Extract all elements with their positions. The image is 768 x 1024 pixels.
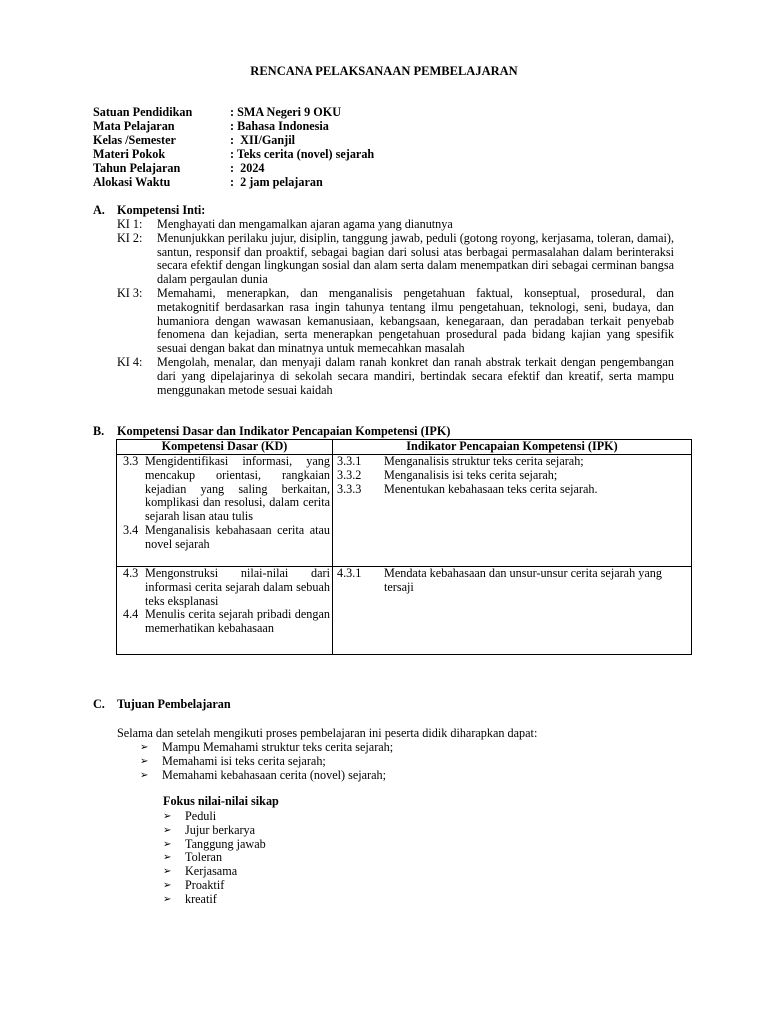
identity-value: : XII/Ganjil [230, 133, 296, 147]
column-header-kd: Kompetensi Dasar (KD) [117, 440, 333, 455]
ipk-cell [333, 455, 692, 567]
identity-block [93, 106, 374, 190]
fokus-text: Proaktif [185, 877, 225, 892]
identity-row [93, 120, 374, 134]
identity-label: Mata Pelajaran [93, 119, 175, 133]
kd-item [119, 524, 330, 552]
ipk-item [335, 455, 689, 469]
ki-text: Mengolah, menalar, dan menyaji dalam ranah konkret dan ranah abstrak terkait dengan pengembangan dari yang dipelajarinya di sekolah secara mandiri, bertindak secara efektif dan kreatif, serta mampu menggunakan metode sesuai kaidah [157, 354, 674, 397]
ipk-number: 3.3.2 [337, 467, 362, 482]
kd-text: Mengonstruksi nilai-nilai dari informasi cerita sejarah dalam sebuah teks eksplanasi [145, 566, 330, 608]
ipk-text: Menentukan kebahasaan teks cerita sejarah. [384, 481, 598, 496]
ki-code: KI 4: [117, 354, 143, 369]
fokus-text: Jujur berkarya [185, 822, 256, 837]
goal-text: Memahami kebahasaan cerita (novel) sejarah; [162, 767, 387, 782]
ipk-number: 3.3.3 [337, 481, 362, 496]
ipk-number: 4.3.1 [337, 566, 362, 580]
ki-text: Memahami, menerapkan, dan menganalisis pengetahuan faktual, konseptual, prosedural, dan metakognitif berdasarkan rasa ingin tahunya tentang ilmu pengetahuan, teknologi, seni, budaya, dan humaniora dengan wawasan kemanusiaan, kebangsaan, kenegaraan, dan peradaban terkait penyebab fenomena dan kejadian, serta menerapkan pengetahuan prosedural pada bidang kajian yang spesifik sesuai dengan bakat dan minatnya untuk memecahkan masalah [157, 285, 674, 356]
identity-row [93, 134, 374, 148]
fokus-text: kreatif [185, 891, 217, 906]
ipk-item [335, 469, 689, 483]
identity-value: : 2024 [230, 161, 265, 175]
list-item [163, 851, 266, 865]
section-letter: B. [93, 424, 105, 438]
identity-label: Kelas /Semester [93, 133, 176, 147]
kd-cell [117, 455, 333, 567]
kd-number: 4.3 [123, 566, 139, 580]
list-item [163, 810, 266, 824]
section-letter: A. [93, 203, 105, 217]
identity-value: : 2 jam pelajaran [230, 175, 323, 189]
kd-text: Mengidentifikasi informasi, yang mencakup orientasi, rangkaian kejadian yang saling berkaitan, komplikasi dan resolusi, dalam cerita sejarah lisan atau tulis [145, 454, 330, 524]
section-title: Kompetensi Dasar dan Indikator Pencapaian Kompetensi (IPK) [117, 424, 451, 438]
section-c-heading [93, 698, 231, 712]
ipk-cell [333, 567, 692, 655]
table-header-row [117, 440, 692, 455]
ki-item [117, 356, 674, 397]
tujuan-intro: Selama dan setelah mengikuti proses pembelajaran ini peserta didik diharapkan dapat: [117, 726, 538, 740]
list-item [163, 838, 266, 852]
fokus-text: Tanggung jawab [185, 836, 266, 851]
list-item [140, 769, 393, 783]
ki-code: KI 2: [117, 230, 143, 245]
identity-label: Satuan Pendidikan [93, 105, 193, 119]
kd-text: Menulis cerita sejarah pribadi dengan memerhatikan kebahasaan [145, 607, 330, 636]
ipk-text: Mendata kebahasaan dan unsur-unsur cerita sejarah yang tersaji [384, 566, 662, 594]
list-item [163, 824, 266, 838]
section-title: Kompetensi Inti: [117, 203, 206, 217]
identity-label: Alokasi Waktu [93, 175, 171, 189]
kd-item [119, 567, 330, 608]
arrow-bullet-icon: ➢ [163, 852, 172, 864]
kd-number: 3.4 [123, 522, 139, 537]
document-title: RENCANA PELAKSANAAN PEMBELAJARAN [250, 64, 518, 78]
ipk-item [335, 567, 689, 595]
ki-item [117, 232, 674, 287]
arrow-bullet-icon: ➢ [163, 824, 172, 836]
identity-value: : Teks cerita (novel) sejarah [230, 147, 375, 161]
kd-number: 4.4 [123, 607, 139, 622]
goal-list [140, 741, 393, 782]
list-item [140, 755, 393, 769]
fokus-text: Toleran [185, 850, 223, 865]
kd-item [119, 608, 330, 636]
ki-item [117, 287, 674, 356]
arrow-bullet-icon: ➢ [163, 866, 172, 878]
arrow-bullet-icon: ➢ [140, 742, 149, 753]
identity-row [93, 106, 374, 120]
identity-row [93, 176, 374, 190]
identity-value: : Bahasa Indonesia [230, 119, 329, 133]
ki-code: KI 3: [117, 285, 143, 300]
fokus-list [163, 810, 266, 907]
arrow-bullet-icon: ➢ [163, 893, 172, 905]
kd-item [119, 455, 330, 524]
ki-text: Menunjukkan perilaku jujur, disiplin, tanggung jawab, peduli (gotong royong, kerjasama, toleran, damai), santun, responsif dan proaktif, sebagai bagian dari solusi atas berbagai permasalahan dalam berinteraksi secara efektif dengan lingkungan sosial dan alam serta dalam menempatkan diri sebagai cerminan bangsa dalam pergaulan dunia [157, 230, 674, 287]
kd-cell [117, 567, 333, 655]
ipk-text: Menganalisis isi teks cerita sejarah; [384, 467, 558, 482]
ki-code: KI 1: [117, 217, 143, 231]
identity-row [93, 148, 374, 162]
section-title: Tujuan Pembelajaran [117, 697, 231, 711]
identity-label: Tahun Pelajaran [93, 161, 181, 175]
arrow-bullet-icon: ➢ [163, 879, 172, 891]
arrow-bullet-icon: ➢ [140, 755, 149, 767]
list-item [163, 879, 266, 893]
ipk-item [335, 483, 689, 497]
goal-text: Mampu Memahami struktur teks cerita sejarah; [162, 740, 394, 754]
arrow-bullet-icon: ➢ [140, 769, 149, 781]
kd-ipk-table [116, 439, 692, 655]
list-item [163, 893, 266, 907]
arrow-bullet-icon: ➢ [163, 811, 172, 822]
section-letter: C. [93, 697, 105, 711]
section-b-heading [93, 425, 450, 439]
identity-label: Materi Pokok [93, 147, 166, 161]
identity-value: : SMA Negeri 9 OKU [230, 105, 342, 119]
fokus-text: Kerjasama [185, 864, 238, 879]
ipk-text: Menganalisis struktur teks cerita sejarah; [384, 454, 584, 468]
list-item [140, 741, 393, 755]
fokus-heading: Fokus nilai-nilai sikap [163, 794, 279, 808]
kd-number: 3.3 [123, 454, 139, 468]
ipk-number: 3.3.1 [337, 454, 362, 468]
ki-text: Menghayati dan mengamalkan ajaran agama yang dianutnya [157, 217, 453, 231]
ki-item [117, 218, 674, 232]
goal-text: Memahami isi teks cerita sejarah; [162, 753, 326, 768]
kompetensi-inti-list [117, 218, 674, 397]
fokus-text: Peduli [185, 809, 217, 823]
kd-text: Menganalisis kebahasaan cerita atau novel sejarah [145, 522, 330, 551]
section-a-heading [93, 204, 205, 218]
arrow-bullet-icon: ➢ [163, 838, 172, 850]
identity-row [93, 162, 374, 176]
list-item [163, 865, 266, 879]
column-header-ipk: Indikator Pencapaian Kompetensi (IPK) [333, 440, 692, 455]
table-row [117, 455, 692, 567]
table-row [117, 567, 692, 655]
